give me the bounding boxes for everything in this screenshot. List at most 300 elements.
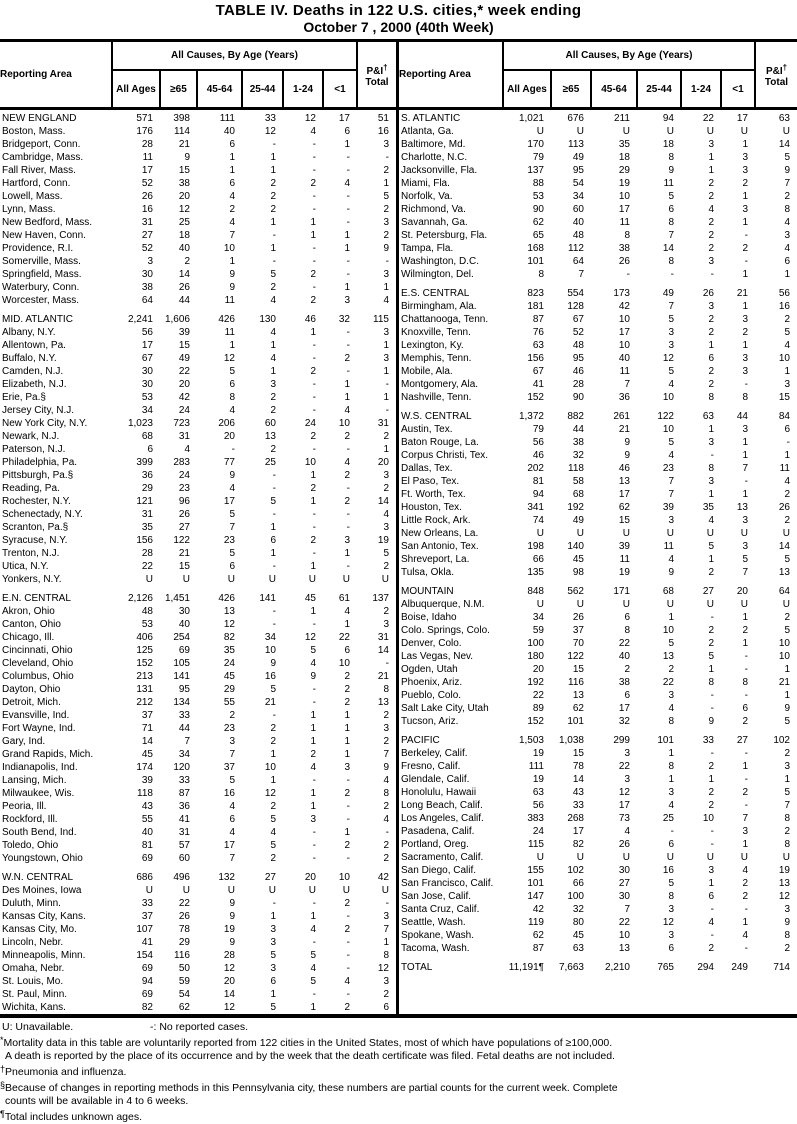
reporting-area-cell: Schenectady, N.Y. [2, 509, 83, 520]
reporting-area-cell: South Bend, Ind. [2, 827, 77, 838]
value-cell: 882 [567, 411, 584, 422]
value-cell: 1 [383, 937, 389, 948]
reporting-area-cell: W.S. CENTRAL [401, 411, 472, 422]
value-cell: 7 [668, 230, 674, 241]
value-cell: U [666, 599, 674, 610]
value-cell: U [622, 126, 630, 137]
value-cell: 2 [270, 204, 276, 215]
value-cell: 79 [532, 424, 544, 435]
value-cell: 37 [572, 625, 584, 636]
value-cell: 12 [778, 891, 790, 902]
value-cell: 1,606 [164, 314, 190, 325]
footnote-list [0, 1034, 797, 1124]
reporting-area-cell: Fall River, Mass. [2, 165, 76, 176]
value-cell: 4 [784, 340, 790, 351]
value-cell: 6 [229, 178, 235, 189]
reporting-area-header: Reporting Area [399, 42, 503, 109]
value-cell: 2 [708, 178, 714, 189]
value-cell: 2 [383, 989, 389, 1000]
value-cell: 3 [784, 230, 790, 241]
value-cell: 192 [567, 502, 584, 513]
city-row [399, 138, 797, 151]
value-cell: 49 [178, 353, 190, 364]
value-cell: 2 [270, 853, 276, 864]
reporting-area-cell: St. Petersburg, Fla. [401, 230, 488, 241]
age-group-header: All Causes, By Age (Years) [112, 42, 357, 70]
value-cell: 4 [742, 865, 748, 876]
footnote-line: *Mortality data in this table are voluntarily reported from 122 cities in the United States, most of which have populations of ≥100,000. [0, 1035, 613, 1049]
value-cell: 25 [264, 457, 276, 468]
value-cell: - [346, 152, 350, 163]
value-cell: 341 [527, 502, 544, 513]
city-row [0, 670, 396, 683]
value-cell: 1 [383, 178, 389, 189]
value-cell: - [312, 243, 316, 254]
value-cell: 101 [567, 716, 584, 727]
value-cell: 118 [568, 463, 584, 474]
city-row [0, 294, 396, 307]
col-header-25-44: 25-44 [637, 70, 681, 109]
value-cell: 4 [344, 976, 350, 987]
footnote [0, 1079, 797, 1108]
value-cell: 8 [742, 677, 748, 688]
value-cell: 1 [784, 269, 790, 280]
value-cell: 22 [178, 898, 190, 909]
value-cell: U [666, 528, 674, 539]
city-row [0, 936, 396, 949]
value-cell: 3 [383, 723, 389, 734]
value-cell: 119 [528, 917, 544, 928]
value-cell: 23 [178, 483, 190, 494]
value-cell: 5 [310, 645, 316, 656]
value-cell: 1 [229, 256, 235, 267]
value-cell: 1,451 [164, 593, 190, 604]
value-cell: 56 [778, 288, 790, 299]
value-cell: 7 [784, 800, 790, 811]
value-cell: 6 [624, 612, 630, 623]
city-row [399, 501, 797, 514]
value-cell: - [346, 191, 350, 202]
value-cell: 43 [141, 801, 153, 812]
value-cell: 7 [742, 813, 748, 824]
value-cell: 8 [668, 716, 674, 727]
footnote [0, 1034, 797, 1063]
value-cell: - [710, 826, 714, 837]
footnote [0, 1063, 797, 1079]
city-row [0, 748, 396, 761]
value-cell: 1 [784, 690, 790, 701]
value-cell: 1 [742, 612, 748, 623]
value-cell: 26 [572, 612, 584, 623]
section-total-row [399, 410, 797, 423]
value-cell: 4 [344, 457, 350, 468]
value-cell: 101 [527, 256, 544, 267]
city-row [0, 774, 396, 787]
value-cell: - [312, 522, 316, 533]
value-cell: 69 [178, 645, 190, 656]
value-cell: 68 [141, 431, 153, 442]
value-cell: 111 [219, 113, 235, 124]
value-cell: 64 [572, 256, 584, 267]
city-row [0, 910, 396, 923]
city-row [0, 229, 396, 242]
value-cell: 17 [338, 113, 350, 124]
value-cell: 261 [613, 411, 630, 422]
value-cell: 4 [229, 827, 235, 838]
value-cell: 17 [223, 840, 235, 851]
value-cell: 5 [310, 950, 316, 961]
city-row [399, 611, 797, 624]
value-cell: - [744, 943, 748, 954]
value-cell: 1 [344, 736, 350, 747]
value-cell: 3 [668, 787, 674, 798]
value-cell: U [576, 126, 584, 137]
reporting-area-cell: W.N. CENTRAL [2, 872, 74, 883]
value-cell: 5 [383, 548, 389, 559]
table-left-half [0, 42, 396, 1014]
value-cell: 2 [708, 761, 714, 772]
value-cell: 1 [310, 788, 316, 799]
value-cell: 2 [270, 191, 276, 202]
value-cell: 11 [619, 366, 630, 377]
value-cell: 62 [618, 502, 630, 513]
value-cell: 2 [344, 353, 350, 364]
value-cell: - [346, 801, 350, 812]
value-cell: 33 [702, 735, 714, 746]
value-cell: U [666, 126, 674, 137]
value-cell: 9 [184, 152, 190, 163]
value-cell: 10 [618, 314, 630, 325]
value-cell: 1 [229, 340, 235, 351]
value-cell: 16 [377, 126, 389, 137]
value-cell: 3 [668, 340, 674, 351]
reporting-area-cell: Sacramento, Calif. [401, 852, 484, 863]
value-cell: 82 [223, 632, 235, 643]
value-cell: U [381, 574, 389, 585]
value-cell: U [308, 574, 316, 585]
value-cell: 2 [383, 853, 389, 864]
value-cell: 20 [178, 191, 190, 202]
reporting-area-cell: Cleveland, Ohio [2, 658, 74, 669]
value-cell: 212 [136, 697, 153, 708]
value-cell: 36 [141, 470, 153, 481]
value-cell: 823 [527, 288, 544, 299]
value-cell: 54 [178, 989, 190, 1000]
value-cell: - [346, 853, 350, 864]
value-cell: 2 [383, 561, 389, 572]
value-cell: U [706, 528, 714, 539]
reporting-area-cell: Birmingham, Ala. [401, 301, 477, 312]
value-cell: - [670, 826, 674, 837]
value-cell: 8 [784, 839, 790, 850]
reporting-area-cell: New Orleans, La. [401, 528, 479, 539]
value-cell: 17 [736, 113, 748, 124]
value-cell: 9 [229, 269, 235, 280]
col-header-ge65: ≥65 [551, 70, 591, 109]
value-cell: 1 [310, 1002, 316, 1013]
city-row [399, 462, 797, 475]
value-cell: 3 [383, 269, 389, 280]
city-row [399, 436, 797, 449]
value-cell: 29 [618, 165, 630, 176]
value-cell: 3 [270, 379, 276, 390]
value-cell: 16 [662, 865, 674, 876]
value-cell: 4 [229, 801, 235, 812]
city-row [399, 164, 797, 177]
value-cell: 3 [383, 522, 389, 533]
col-header-ge65: ≥65 [160, 70, 197, 109]
value-cell: 30 [618, 865, 630, 876]
value-cell: 1 [383, 444, 389, 455]
city-row [399, 300, 797, 313]
reporting-area-cell: Duluth, Minn. [2, 898, 61, 909]
value-cell: 3 [784, 379, 790, 390]
value-cell: 2 [708, 625, 714, 636]
value-cell: 40 [618, 353, 630, 364]
value-cell: 156 [136, 535, 153, 546]
value-cell: 1 [668, 612, 674, 623]
section-total-row [0, 592, 396, 605]
value-cell: 59 [178, 976, 190, 987]
value-cell: 88 [532, 178, 544, 189]
value-cell: 53 [141, 392, 153, 403]
value-cell: 554 [567, 288, 584, 299]
value-cell: 20 [736, 586, 748, 597]
value-cell: 5 [270, 269, 276, 280]
value-cell: - [385, 152, 389, 163]
value-cell: 87 [532, 943, 544, 954]
reporting-area-cell: Denver, Colo. [401, 638, 462, 649]
value-cell: 9 [270, 658, 276, 669]
reporting-area-cell: Jersey City, N.J. [2, 405, 75, 416]
value-cell: 71 [141, 723, 153, 734]
city-row [0, 164, 396, 177]
city-row [0, 975, 396, 988]
value-cell: 78 [572, 761, 584, 772]
value-cell: 8 [668, 891, 674, 902]
value-cell: 4 [270, 327, 276, 338]
value-cell: 94 [141, 976, 153, 987]
value-cell: 10 [264, 645, 276, 656]
value-cell: 5 [270, 496, 276, 507]
city-row [0, 125, 396, 138]
value-cell: 28 [223, 950, 235, 961]
value-cell: U [666, 852, 674, 863]
value-cell: 49 [572, 152, 584, 163]
value-cell: 8 [668, 761, 674, 772]
reporting-area-cell: Tacoma, Wash. [401, 943, 470, 954]
value-cell: U [182, 574, 190, 585]
value-cell: 10 [264, 762, 276, 773]
value-cell: 8 [383, 684, 389, 695]
value-cell: - [346, 937, 350, 948]
value-cell: 101 [527, 878, 544, 889]
value-cell: 399 [136, 457, 153, 468]
city-row [399, 786, 797, 799]
value-cell: 7 [229, 522, 235, 533]
reporting-area-cell: Allentown, Pa. [2, 340, 66, 351]
value-cell: 3 [624, 748, 630, 759]
value-cell: - [786, 437, 790, 448]
value-cell: - [272, 710, 276, 721]
value-cell: 53 [532, 191, 544, 202]
value-cell: 4 [270, 353, 276, 364]
value-cell: 62 [532, 217, 544, 228]
city-row [399, 663, 797, 676]
value-cell: 26 [702, 288, 714, 299]
reporting-area-cell: Baltimore, Md. [401, 139, 466, 150]
value-cell: - [744, 651, 748, 662]
value-cell: - [346, 444, 350, 455]
value-cell: 202 [527, 463, 544, 474]
reporting-area-cell: Ogden, Utah [401, 664, 458, 675]
city-row [0, 417, 396, 430]
value-cell: 36 [618, 392, 630, 403]
value-cell: 7 [668, 301, 674, 312]
value-cell: 9 [624, 450, 630, 461]
city-row [0, 339, 396, 352]
value-cell: 24 [304, 418, 316, 429]
value-cell: 3 [742, 152, 748, 163]
value-cell: 62 [178, 1002, 190, 1013]
value-cell: U [740, 528, 748, 539]
reporting-area-cell: Glendale, Calif. [401, 774, 470, 785]
value-cell: 1 [270, 243, 276, 254]
value-cell: U [706, 599, 714, 610]
value-cell: 14 [572, 774, 584, 785]
value-cell: - [312, 898, 316, 909]
value-cell: 1 [708, 340, 714, 351]
reporting-area-cell: Dayton, Ohio [2, 684, 61, 695]
reporting-area-cell: Nashville, Tenn. [401, 392, 472, 403]
value-cell: 22 [618, 917, 630, 928]
value-cell: 17 [141, 340, 153, 351]
value-cell: 67 [532, 366, 544, 377]
reporting-area-cell: Somerville, Mass. [2, 256, 81, 267]
reporting-area-cell: Newark, N.J. [2, 431, 60, 442]
reporting-area-cell: Savannah, Ga. [401, 217, 468, 228]
value-cell: 4 [784, 476, 790, 487]
city-row [399, 812, 797, 825]
value-cell: - [744, 256, 748, 267]
value-cell: 41 [141, 937, 153, 948]
city-row [399, 378, 797, 391]
pi-word: Total [365, 76, 389, 88]
col-header-45-64: 45-64 [197, 70, 242, 109]
city-row [399, 650, 797, 663]
city-row [0, 683, 396, 696]
value-cell: 96 [178, 496, 190, 507]
value-cell: 1 [784, 664, 790, 675]
value-cell: 7,663 [558, 962, 584, 973]
value-cell: 21 [778, 677, 790, 688]
value-cell: 8 [784, 813, 790, 824]
value-cell: 1 [344, 619, 350, 630]
city-row [0, 326, 396, 339]
left-table-header [0, 42, 396, 109]
value-cell: 12 [178, 204, 190, 215]
value-cell: 3 [270, 963, 276, 974]
value-cell: 42 [618, 301, 630, 312]
value-cell: 1 [708, 489, 714, 500]
value-cell: - [312, 548, 316, 559]
value-cell: 122 [657, 411, 674, 422]
value-cell: 4 [344, 405, 350, 416]
value-cell: 3 [742, 314, 748, 325]
value-cell: 1 [344, 282, 350, 293]
legend-unavailable: U: Unavailable. [2, 1021, 74, 1033]
value-cell: 2 [708, 327, 714, 338]
value-cell: 20 [178, 379, 190, 390]
value-cell: 4 [668, 450, 674, 461]
value-cell: 3 [147, 256, 153, 267]
value-cell: 76 [532, 327, 544, 338]
value-cell: - [312, 139, 316, 150]
value-cell: 6 [229, 814, 235, 825]
reporting-area-cell: Boston, Mass. [2, 126, 66, 137]
value-cell: 107 [136, 924, 153, 935]
value-cell: 848 [527, 586, 544, 597]
value-cell: 406 [136, 632, 153, 643]
value-cell: 4 [270, 827, 276, 838]
value-cell: U [706, 126, 714, 137]
city-row [399, 760, 797, 773]
value-cell: 1 [270, 911, 276, 922]
value-cell: 6 [742, 703, 748, 714]
value-cell: U [576, 528, 584, 539]
section-total-row [0, 109, 396, 126]
value-cell: 95 [178, 684, 190, 695]
footnote-line: counts will be available in 4 to 6 weeks. [5, 1095, 189, 1107]
value-cell: 46 [618, 463, 630, 474]
value-cell: 5 [668, 638, 674, 649]
value-cell: 10 [338, 658, 350, 669]
value-cell: 2 [708, 638, 714, 649]
value-cell: - [272, 606, 276, 617]
value-cell: 115 [373, 314, 389, 325]
value-cell: U [308, 885, 316, 896]
left-table [0, 42, 396, 1014]
value-cell: 45 [572, 930, 584, 941]
value-cell: 11 [224, 327, 235, 338]
reporting-area-cell: Albany, N.Y. [2, 327, 56, 338]
value-cell: 100 [527, 638, 544, 649]
city-row [0, 242, 396, 255]
value-cell: - [346, 340, 350, 351]
value-cell: 33 [178, 775, 190, 786]
value-cell: U [145, 885, 153, 896]
value-cell: 89 [532, 703, 544, 714]
reporting-area-cell: Chicago, Ill. [2, 632, 55, 643]
reporting-area-cell: Chattanooga, Tenn. [401, 314, 489, 325]
value-cell: 18 [662, 139, 674, 150]
city-row [0, 709, 396, 722]
reporting-area-cell: Dallas, Tex. [401, 463, 453, 474]
value-cell: 6 [270, 535, 276, 546]
value-cell: 5 [229, 366, 235, 377]
reporting-area-cell: Santa Cruz, Calif. [401, 904, 480, 915]
value-cell: - [346, 483, 350, 494]
value-cell: 26 [178, 911, 190, 922]
value-cell: 3 [742, 165, 748, 176]
value-cell: 1 [270, 152, 276, 163]
value-cell: 6 [229, 139, 235, 150]
value-cell: 8 [624, 230, 630, 241]
value-cell: U [342, 574, 350, 585]
city-row [0, 534, 396, 547]
value-cell: 13 [572, 690, 584, 701]
reporting-area-cell: Lowell, Mass. [2, 191, 63, 202]
